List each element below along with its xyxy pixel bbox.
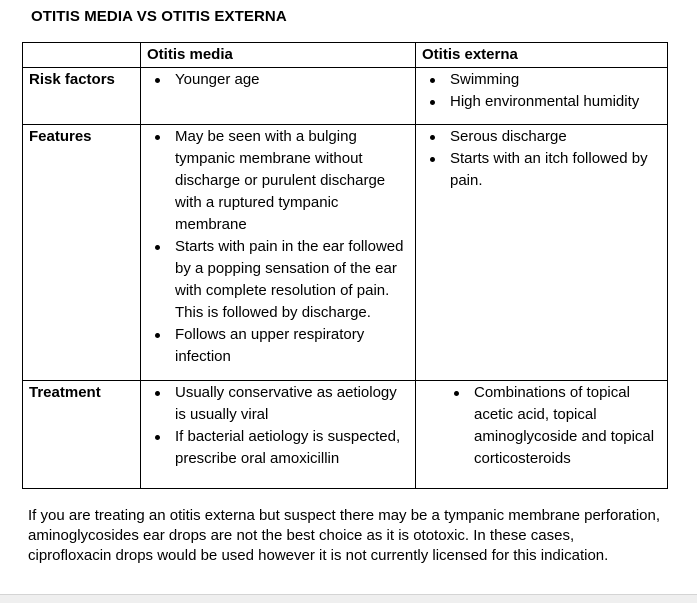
cell-features-media xyxy=(141,125,416,381)
comparison-table xyxy=(22,42,668,489)
bullet-item: Combinations of topical acetic acid, topical aminoglycoside and topical corticosteroids xyxy=(446,382,661,470)
bullet-item: May be seen with a bulging tympanic membrane without discharge or purulent discharge with a ruptured tympanic membrane xyxy=(147,126,409,236)
cell-risk-factors-media xyxy=(141,68,416,125)
bullet-list xyxy=(147,69,409,91)
row-label-features: Features xyxy=(23,125,141,381)
table-header-row xyxy=(23,43,668,68)
page-title: OTITIS MEDIA VS OTITIS EXTERNA xyxy=(31,8,287,25)
header-empty-cell xyxy=(23,43,141,68)
bullet-list xyxy=(422,126,661,192)
cell-treatment-externa xyxy=(416,381,668,489)
bullet-item: Starts with pain in the ear followed by a popping sensation of the ear with complete resolution of pain. This is followed by discharge. xyxy=(147,236,409,324)
bullet-item: High environmental humidity xyxy=(422,91,661,113)
table-row-treatment xyxy=(23,381,668,489)
cell-risk-factors-externa xyxy=(416,68,668,125)
table-row-features xyxy=(23,125,668,381)
row-label-risk-factors: Risk factors xyxy=(23,68,141,125)
bullet-item: Younger age xyxy=(147,69,409,91)
table-row-risk-factors xyxy=(23,68,668,125)
bullet-list xyxy=(422,69,661,113)
cell-features-externa xyxy=(416,125,668,381)
cell-treatment-media xyxy=(141,381,416,489)
row-label-treatment: Treatment xyxy=(23,381,141,489)
bullet-item: Serous discharge xyxy=(422,126,661,148)
bullet-item: Follows an upper respiratory infection xyxy=(147,324,409,368)
bullet-item: Usually conservative as aetiology is usually viral xyxy=(147,382,409,426)
header-otitis-media: Otitis media xyxy=(141,43,416,68)
bullet-list xyxy=(446,382,661,470)
bullet-item: Swimming xyxy=(422,69,661,91)
bullet-item: Starts with an itch followed by pain. xyxy=(422,148,661,192)
footnote-paragraph: If you are treating an otitis externa but suspect there may be a tympanic membrane perforation, aminoglycosides ear drops are not the best choice as it is ototoxic. In these cases, ciprofloxacin drops would be used however it is not currently licensed for this indication. xyxy=(28,507,660,564)
page-boundary-strip xyxy=(0,594,697,603)
bullet-list xyxy=(147,126,409,368)
bullet-list xyxy=(147,382,409,470)
header-otitis-externa: Otitis externa xyxy=(416,43,668,68)
bullet-item: If bacterial aetiology is suspected, prescribe oral amoxicillin xyxy=(147,426,409,470)
